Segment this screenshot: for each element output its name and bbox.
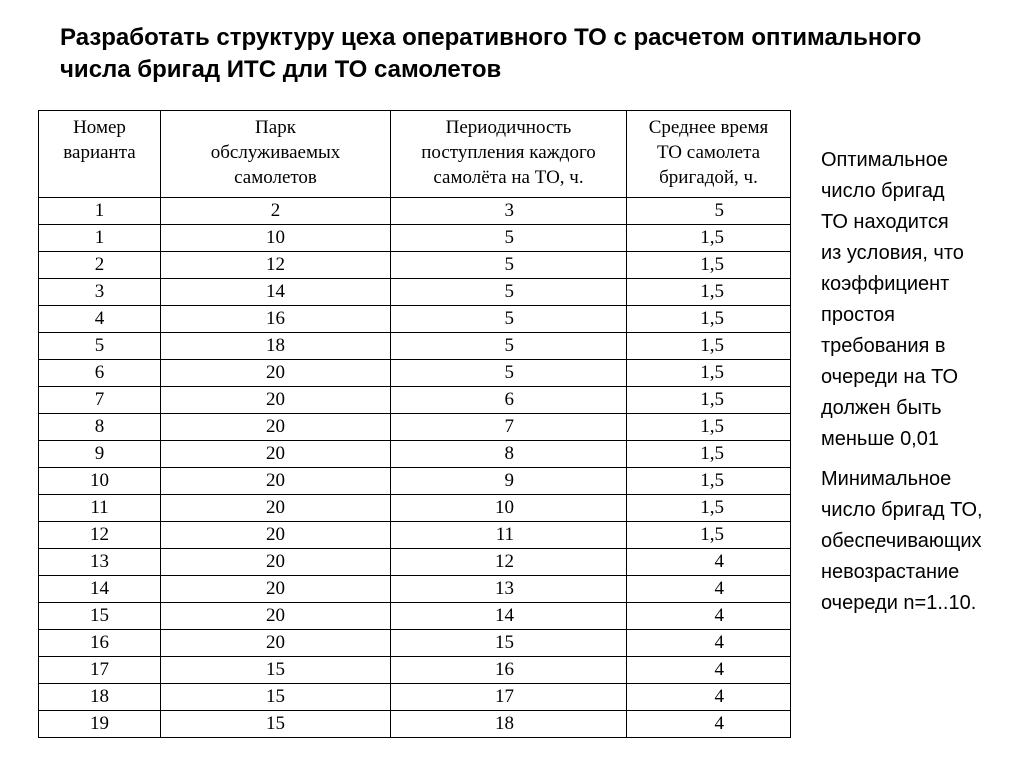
note-line: очереди на ТО <box>821 366 959 388</box>
cell-fleet: 20 <box>161 414 391 441</box>
cell-fleet: 20 <box>161 576 391 603</box>
cell-variant: 19 <box>39 711 161 738</box>
cell-time: 1,5 <box>627 306 791 333</box>
header-text-line: Парк <box>255 117 296 138</box>
cell-period: 8 <box>391 441 627 468</box>
note-line: ТО находится <box>821 211 949 233</box>
note-line: невозрастание <box>821 561 960 583</box>
cell-fleet: 20 <box>161 387 391 414</box>
cell-variant: 12 <box>39 522 161 549</box>
table-row <box>39 333 791 360</box>
cell-fleet: 14 <box>161 279 391 306</box>
table-row <box>39 711 791 738</box>
cell-variant: 1 <box>39 198 161 225</box>
cell-period: 5 <box>391 279 627 306</box>
table-row <box>39 657 791 684</box>
note-paragraph-optimal <box>821 145 1021 455</box>
cell-variant: 16 <box>39 630 161 657</box>
notes-panel <box>821 145 1021 628</box>
cell-time: 1,5 <box>627 333 791 360</box>
cell-time: 1,5 <box>627 468 791 495</box>
cell-fleet: 15 <box>161 711 391 738</box>
table-row <box>39 198 791 225</box>
cell-fleet: 18 <box>161 333 391 360</box>
table-row <box>39 630 791 657</box>
cell-fleet: 20 <box>161 468 391 495</box>
cell-variant: 9 <box>39 441 161 468</box>
cell-variant: 1 <box>39 225 161 252</box>
cell-period: 5 <box>391 306 627 333</box>
note-line: должен быть <box>821 397 942 419</box>
table-row <box>39 468 791 495</box>
header-text-line: бригадой, ч. <box>659 167 758 188</box>
note-line: простоя <box>821 304 895 326</box>
header-text-line: Номер <box>73 117 126 138</box>
cell-period: 12 <box>391 549 627 576</box>
cell-time: 1,5 <box>627 387 791 414</box>
cell-period: 16 <box>391 657 627 684</box>
table-row <box>39 441 791 468</box>
cell-time: 1,5 <box>627 441 791 468</box>
cell-fleet: 10 <box>161 225 391 252</box>
cell-variant: 8 <box>39 414 161 441</box>
cell-period: 14 <box>391 603 627 630</box>
header-text-line: самолетов <box>234 167 317 188</box>
table-row <box>39 684 791 711</box>
cell-time: 4 <box>627 657 791 684</box>
table-row <box>39 306 791 333</box>
cell-period: 3 <box>391 198 627 225</box>
cell-variant: 14 <box>39 576 161 603</box>
cell-fleet: 2 <box>161 198 391 225</box>
cell-period: 13 <box>391 576 627 603</box>
cell-variant: 4 <box>39 306 161 333</box>
cell-time: 1,5 <box>627 225 791 252</box>
note-line: требования в <box>821 335 946 357</box>
table-row <box>39 495 791 522</box>
cell-period: 5 <box>391 225 627 252</box>
cell-time: 5 <box>627 198 791 225</box>
note-line: коэффициент <box>821 273 950 295</box>
cell-variant: 13 <box>39 549 161 576</box>
cell-period: 18 <box>391 711 627 738</box>
cell-fleet: 15 <box>161 684 391 711</box>
cell-period: 9 <box>391 468 627 495</box>
cell-fleet: 20 <box>161 360 391 387</box>
cell-time: 1,5 <box>627 360 791 387</box>
cell-fleet: 20 <box>161 603 391 630</box>
cell-time: 4 <box>627 603 791 630</box>
header-text-line: Среднее время <box>648 117 769 138</box>
header-fleet-size <box>161 111 391 198</box>
note-line: число бригад ТО, <box>821 499 983 521</box>
cell-time: 1,5 <box>627 495 791 522</box>
cell-period: 5 <box>391 360 627 387</box>
cell-time: 1,5 <box>627 252 791 279</box>
cell-variant: 2 <box>39 252 161 279</box>
note-line: Минимальное <box>821 468 952 490</box>
cell-variant: 7 <box>39 387 161 414</box>
note-line: меньше 0,01 <box>821 428 939 450</box>
table-row <box>39 576 791 603</box>
cell-variant: 10 <box>39 468 161 495</box>
note-paragraph-minimal <box>821 464 1021 619</box>
cell-period: 5 <box>391 333 627 360</box>
table-row <box>39 360 791 387</box>
header-text-line: поступления каждого <box>421 142 596 163</box>
cell-time: 1,5 <box>627 279 791 306</box>
note-line: очереди n=1..10. <box>821 592 977 614</box>
cell-fleet: 20 <box>161 630 391 657</box>
table-header-row <box>39 111 791 198</box>
header-variant-number <box>39 111 161 198</box>
cell-period: 15 <box>391 630 627 657</box>
cell-variant: 6 <box>39 360 161 387</box>
cell-time: 4 <box>627 549 791 576</box>
header-service-time <box>627 111 791 198</box>
cell-fleet: 20 <box>161 495 391 522</box>
cell-period: 6 <box>391 387 627 414</box>
table-row <box>39 414 791 441</box>
table-row <box>39 522 791 549</box>
variants-table <box>38 110 791 738</box>
cell-fleet: 16 <box>161 306 391 333</box>
cell-time: 4 <box>627 576 791 603</box>
table-row <box>39 549 791 576</box>
cell-time: 4 <box>627 711 791 738</box>
note-line: из условия, что <box>821 242 964 264</box>
header-text-line: Периодичность <box>445 117 572 138</box>
cell-fleet: 20 <box>161 522 391 549</box>
cell-period: 10 <box>391 495 627 522</box>
cell-fleet: 20 <box>161 441 391 468</box>
cell-fleet: 20 <box>161 549 391 576</box>
cell-fleet: 15 <box>161 657 391 684</box>
title-line-2: числа бригад ИТС дли ТО самолетов <box>60 56 502 83</box>
table-body <box>39 198 791 738</box>
cell-fleet: 12 <box>161 252 391 279</box>
table-row <box>39 603 791 630</box>
cell-period: 11 <box>391 522 627 549</box>
cell-period: 7 <box>391 414 627 441</box>
cell-period: 17 <box>391 684 627 711</box>
cell-variant: 11 <box>39 495 161 522</box>
cell-variant: 5 <box>39 333 161 360</box>
header-arrival-period <box>391 111 627 198</box>
header-text-line: обслуживаемых <box>210 142 341 163</box>
cell-time: 4 <box>627 630 791 657</box>
cell-variant: 18 <box>39 684 161 711</box>
cell-variant: 3 <box>39 279 161 306</box>
cell-time: 1,5 <box>627 522 791 549</box>
cell-period: 5 <box>391 252 627 279</box>
note-line: Оптимальное <box>821 149 948 171</box>
table-row <box>39 252 791 279</box>
note-line: число бригад <box>821 180 945 202</box>
header-text-line: ТО самолета <box>656 142 761 163</box>
cell-variant: 17 <box>39 657 161 684</box>
cell-time: 4 <box>627 684 791 711</box>
cell-variant: 15 <box>39 603 161 630</box>
header-text-line: варианта <box>63 142 136 163</box>
cell-time: 1,5 <box>627 414 791 441</box>
table-row <box>39 225 791 252</box>
header-text-line: самолёта на ТО, ч. <box>433 167 584 188</box>
table-row <box>39 387 791 414</box>
table-row <box>39 279 791 306</box>
page-title <box>60 22 960 86</box>
title-line-1: Разработать структуру цеха оперативного ТО с расчетом оптимального <box>60 24 922 51</box>
note-line: обеспечивающих <box>821 530 982 552</box>
